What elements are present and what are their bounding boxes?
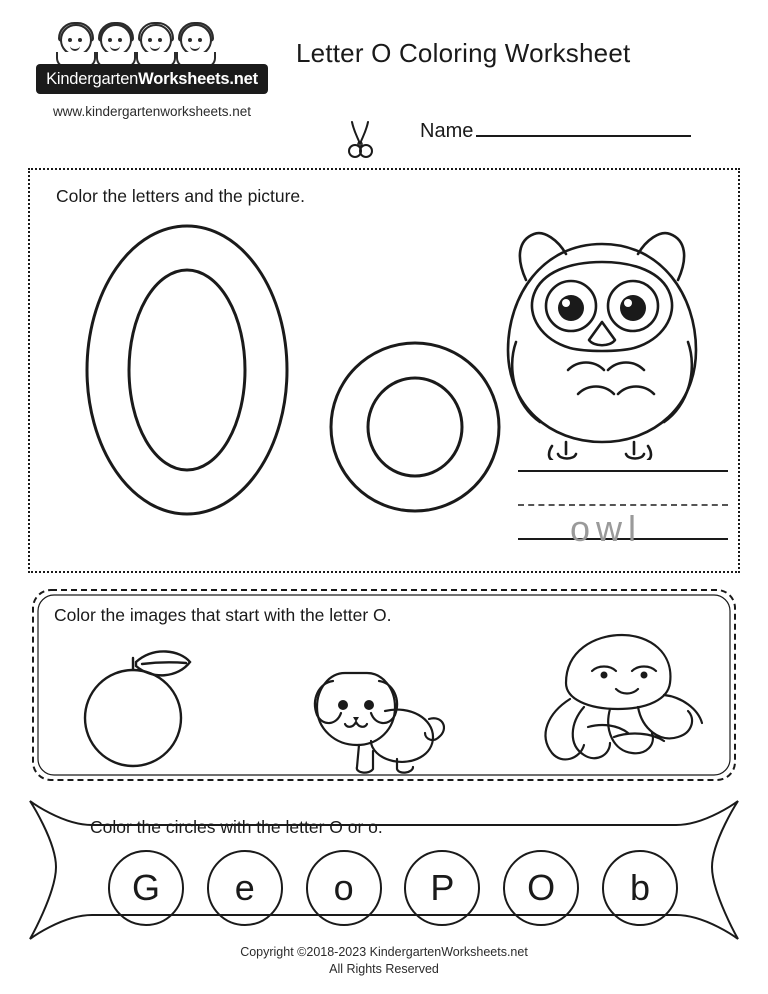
section3-instruction: Color the circles with the letter O or o. bbox=[90, 817, 383, 837]
letter-circle[interactable]: b bbox=[602, 850, 678, 926]
letter-circle[interactable]: G bbox=[108, 850, 184, 926]
rabbit-icon[interactable] bbox=[293, 633, 463, 778]
page-header bbox=[0, 0, 768, 160]
name-label: Name bbox=[420, 120, 474, 142]
logo-text-kindergarten: Kindergarten bbox=[46, 69, 139, 88]
letter-circle[interactable]: O bbox=[503, 850, 579, 926]
lowercase-letter-outline[interactable] bbox=[328, 340, 503, 515]
section-color-circles bbox=[12, 795, 756, 945]
rights-text: All Rights Reserved bbox=[329, 961, 439, 976]
page-footer bbox=[0, 944, 768, 978]
logo-wordmark bbox=[36, 64, 268, 94]
logo-text-worksheets: Worksheets bbox=[138, 69, 230, 88]
page-title: Letter O Coloring Worksheet bbox=[296, 38, 631, 68]
kids-logo-icon bbox=[54, 22, 264, 68]
name-input-line[interactable] bbox=[476, 121, 691, 137]
section-color-images bbox=[28, 585, 740, 785]
octopus-icon[interactable] bbox=[518, 627, 708, 777]
name-field-row bbox=[420, 120, 691, 143]
letter-circle[interactable]: o bbox=[306, 850, 382, 926]
site-url: www.kindergartenworksheets.net bbox=[52, 104, 252, 119]
letter-circles-row bbox=[108, 849, 678, 927]
scissors-icon bbox=[338, 118, 382, 162]
owl-icon[interactable] bbox=[482, 210, 722, 460]
uppercase-letter-outline[interactable] bbox=[82, 220, 292, 520]
section-color-letters bbox=[28, 168, 740, 573]
trace-word: owl bbox=[570, 508, 643, 549]
site-logo[interactable] bbox=[36, 22, 284, 119]
section1-instruction: Color the letters and the picture. bbox=[56, 186, 306, 206]
letter-circle[interactable]: P bbox=[404, 850, 480, 926]
copyright-text: Copyright ©2018-2023 KindergartenWorksheets.net bbox=[240, 945, 528, 959]
letter-circle[interactable]: e bbox=[207, 850, 283, 926]
orange-icon[interactable] bbox=[68, 640, 218, 770]
section2-instruction: Color the images that start with the letter O. bbox=[54, 605, 392, 625]
logo-text-net: .net bbox=[229, 69, 258, 88]
tracing-lines[interactable] bbox=[518, 470, 728, 555]
